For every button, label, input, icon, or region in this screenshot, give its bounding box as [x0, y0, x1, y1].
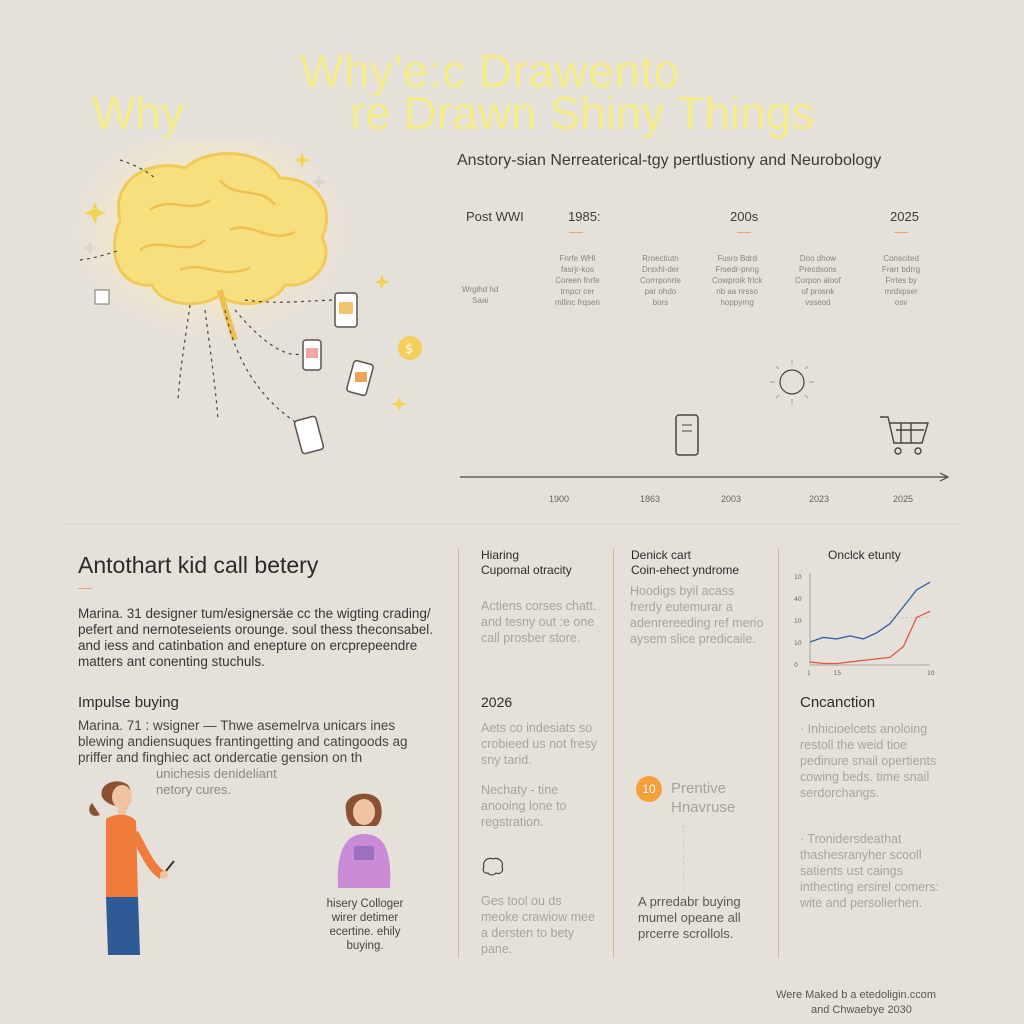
number-badge: 10	[636, 776, 662, 802]
chart-title: Onclck etunty	[828, 548, 901, 562]
axis-label-3: 2003	[721, 494, 742, 504]
title-line-2b: re Drawn Shiny Things	[350, 87, 815, 139]
woman-shopping-illustration	[330, 788, 400, 888]
timeline-note-5: Doo dhow Precdsons Corpon aloof of prosnk vsseod	[795, 254, 841, 307]
mini-line-chart	[790, 565, 940, 685]
smartphone-icon	[676, 415, 698, 455]
axis-label-2: 1863	[640, 494, 661, 504]
timeline-note-2: Fnrfe WHl fasrjr-kos Coreen fnrfe trnpcr cer mllinc frqsen	[555, 254, 600, 307]
section-divider	[60, 524, 960, 525]
col3-badge-title: Prentive Hnavruse	[671, 780, 736, 816]
dollar-card-icon	[95, 290, 109, 304]
left-paragraph-2b: unichesis denideliant netory cures.	[156, 766, 277, 797]
col3-paragraph-2: A prredabr buying mumel opeane all prcerre scrollols.	[638, 894, 741, 941]
timeline-header-4: 2025	[890, 209, 919, 224]
col2-paragraph-3: Nechaty - tine anooing lone to regstration.	[481, 783, 567, 829]
col4-heading: Cncanction	[800, 694, 876, 711]
col4-bullet-2: · Tronidersdeathat thashesranyher scooll satients ust caings inthecting ersirel comers: wite and persolierhen.	[800, 832, 939, 910]
title-line-1: Why'e:c Drawento	[300, 45, 680, 97]
timeline-note-4: Fusro Bdrd Frsedr-pnng Cowproik frlck nb aa nrsso hoppyrng	[712, 254, 763, 307]
chart-y-tick-label: 10	[794, 574, 802, 581]
col4-bullet-1: · Inhicioelcets anoloing restoll the weid tioe pedinure snail opertients cowing beds. time snail serdorchangs.	[800, 722, 937, 800]
timeline-tick	[737, 232, 751, 233]
shopping-cart-icon	[880, 417, 928, 454]
chart-y-tick-label: 10	[794, 618, 802, 625]
col2-paragraph-1: Actiens corses chatt. and tesny out :e one call prosber store.	[481, 599, 597, 645]
col2-year: 2026	[481, 694, 513, 710]
col2-heading: Hiaring Cupornal otracity	[481, 548, 572, 577]
timeline-header-2: 1985:	[568, 209, 601, 224]
chart-x-tick-label: 10	[927, 670, 935, 677]
svg-text:$: $	[405, 342, 414, 357]
column-divider	[458, 548, 459, 958]
timeline-tick	[569, 232, 583, 233]
subtitle: Anstory-sian Nerreaterical-tgy pertlustiony and Neurobology	[457, 152, 882, 169]
left-paragraph-2: Marina. 71 : wsigner — Thwe asemelrva unicars ines blewing andiensuques frantingetting and catingoods ag priffer and finghiec act ondercatie gension on th	[78, 718, 408, 765]
dashed-connector	[683, 825, 684, 890]
impulse-heading: Impulse buying	[78, 694, 179, 711]
brain-outline-icon	[480, 855, 506, 877]
brain-illustration	[60, 140, 460, 470]
timeline-header-3: 200s	[730, 209, 759, 224]
chart-x-tick-label: 15	[833, 670, 842, 677]
timeline-note-6: Conscited Frarr bdrrg Frrtes by mrdxpser osv	[882, 254, 921, 307]
footer-line-2: and Chwaebye 2030	[811, 1004, 912, 1016]
chip-icon	[770, 360, 814, 404]
chart-y-tick-label: 10	[794, 640, 802, 647]
left-heading: Antothart kid call betery	[78, 552, 319, 578]
coin-icon	[398, 336, 422, 360]
left-paragraph-1: Marina. 31 designer tum/esignersäe cc the wigting crading/ pefert and nernoteseients orounge. soul thess theconsabel. and iess and catinbation and enepture on ercprepeendre matters ant conenting stuchuls.	[78, 606, 433, 669]
chart-axis	[810, 573, 930, 665]
axis-label-1: 1900	[549, 494, 570, 504]
axis-label-5: 2025	[893, 494, 914, 504]
timeline-axis	[456, 355, 956, 515]
chart-series-line-1	[810, 582, 930, 642]
chart-y-tick-label: 40	[794, 596, 802, 603]
woman-with-phone-illustration	[80, 775, 190, 960]
col2-paragraph-2: Aets co indesiats so crobieed us not fresy sny tarid.	[481, 721, 598, 767]
timeline-tick	[894, 232, 908, 233]
col2-paragraph-4: Ges tool ou ds meoke crawiow mee a dersten to bety pane.	[481, 894, 595, 956]
person-caption: hisery Colloger wirer detimer ecertine. ehily buying.	[326, 898, 404, 952]
timeline-note-3: Rroectiutn Drsxhl-der Corrrponrte par ohdo bors	[640, 254, 681, 307]
footer-line-1: Were Maked b a etedoligin.ccom	[776, 989, 936, 1001]
axis-label-4: 2023	[809, 494, 830, 504]
col3-heading: Denick cart Coin-ehect yndrome	[631, 548, 740, 577]
title-line-2a: Why	[92, 87, 184, 139]
column-divider	[778, 548, 779, 958]
chart-y-tick-label: 0	[794, 662, 798, 669]
timeline-note-1: Wrgihd hd Saai	[462, 285, 499, 305]
column-divider	[613, 548, 614, 958]
heading-accent	[78, 588, 92, 589]
chart-x-tick-label: 1	[807, 670, 811, 677]
col3-paragraph-1: Hoodigs byil acass frerdy eutemurar a adenrereeding ref merio aysem slice predicaile.	[630, 584, 764, 646]
timeline-header-1: Post WWI	[466, 209, 524, 224]
